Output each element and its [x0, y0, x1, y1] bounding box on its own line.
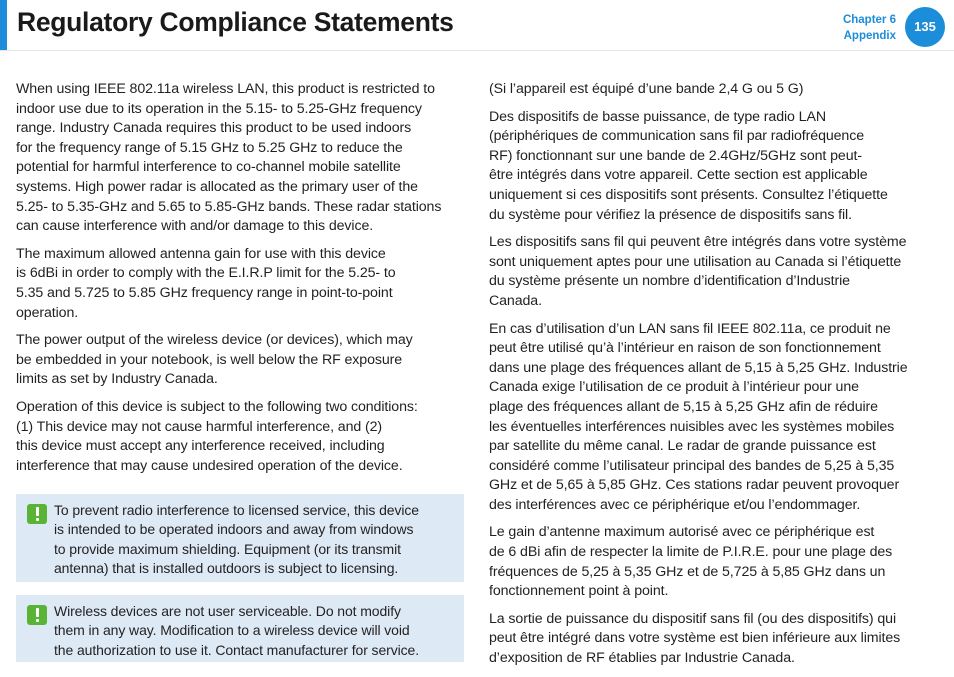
chapter-number: Chapter 6	[842, 14, 896, 26]
paragraph-fr-canada: Les dispositifs sans fil qui peuvent être intégrés dans votre système sont uniquement aptes pour une utilisation au Canada si l’étiquette du système présente un nombre d’identification d’Industrie Canada.	[489, 234, 907, 309]
caution-note-serviceable	[16, 595, 464, 662]
header-accent-bar	[0, 0, 7, 50]
note-text: Wireless devices are not user serviceable. Do not modify them in any way. Modification to a wireless device will void the authorization to use it. Contact manufacturer for service.	[54, 603, 419, 658]
page-title: Regulatory Compliance Statements	[17, 7, 454, 37]
header-divider	[0, 50, 954, 51]
paragraph-fr-power-output: La sortie de puissance du dispositif sans fil (ou des dispositifs) qui peut être intégré dans votre système est bien inférieure aux limites d’exposition de RF établies par Industrie Canada.	[489, 610, 901, 667]
caution-icon	[27, 605, 47, 625]
chapter-section: Appendix	[843, 30, 896, 42]
caution-icon	[27, 504, 47, 524]
paragraph-fr-low-power: Des dispositifs de basse puissance, de type radio LAN (périphériques de communication sans fil par radiofréquence RF) fonctionnant sur une bande de 2.4GHz/5GHz sont peut- être intégrés dans votre appareil. Cette section est applicable uniquement si ces dispositifs sont présents. Consultez l’étiquette du système pour vérifiez la présence de dispositifs sans fil.	[489, 108, 888, 223]
page-number-badge: 135	[905, 7, 945, 47]
paragraph-power-output: The power output of the wireless device (or devices), which may be embedded in your notebook, is well below the RF exposure limits as set by Industry Canada.	[16, 332, 413, 388]
paragraph-fr-indoor-use: En cas d’utilisation d’un LAN sans fil IEEE 802.11a, ce produit ne peut être utilisé qu’à l’intérieur en raison de son fonctionnement dans une plage des fréquences allant de 5,15 à 5,25 GHz. Industrie Canada exige l’utilisation de ce produit à l’intérieur pour une plage des fréquences allant de 5,15 à 5,25 GHz afin de réduire les éventuelles interférences nuisibles avec les systèmes mobiles par satellite du même canal. Le radar de grande puissance est considéré comme l’utilisateur principal des bandes de 5,25 à 5,35 GHz et de 5,65 à 5,85 GHz. Ces stations radar peuvent provoquer des interférences avec ce périphérique et/ou l’endommager.	[489, 320, 908, 513]
paragraph-fr-antenna-gain: Le gain d’antenne maximum autorisé avec ce périphérique est de 6 dBi afin de respecter la limite de P.I.R.E. pour une plage des fréquences de 5,25 à 5,35 GHz et de 5,725 à 5,85 GHz dans un fonctionnement point à point.	[489, 524, 893, 600]
paragraph-antenna-gain: The maximum allowed antenna gain for use with this device is 6dBi in order to comply with the E.I.R.P limit for the 5.25- to 5.35 and 5.725 to 5.85 GHz frequency range in point-to-point operation.	[16, 245, 396, 321]
left-column	[16, 80, 468, 484]
caution-note-interference	[16, 494, 464, 582]
paragraph-operation-conditions: Operation of this device is subject to the following two conditions: (1) This device may not cause harmful interference, and (2) this device must accept any interference received, including interference that may cause undesired operation of the device.	[16, 398, 418, 474]
note-text: To prevent radio interference to licensed service, this device is intended to be operated indoors and away from windows to provide maximum shielding. Equipment (or its transmit antenna) that is installed outdoors is subject to licensing.	[54, 502, 419, 576]
paragraph-fr-band: (Si l’appareil est équipé d’une bande 2,4 G ou 5 G)	[489, 81, 804, 97]
paragraph-indoor-use: When using IEEE 802.11a wireless LAN, this product is restricted to indoor use due to its operation in the 5.15- to 5.25-GHz frequency range. Industry Canada requires this product to be used indoors for the frequency range of 5.15 GHz to 5.25 GHz to reduce the potential for harmful interference to co-channel mobile satellite systems. High power radar is allocated as the primary user of the 5.25- to 5.35-GHz and 5.65 to 5.85-GHz bands. These radar stations can cause interference with and/or damage to this device.	[16, 81, 442, 235]
right-column	[489, 80, 941, 677]
chapter-label	[843, 12, 896, 44]
